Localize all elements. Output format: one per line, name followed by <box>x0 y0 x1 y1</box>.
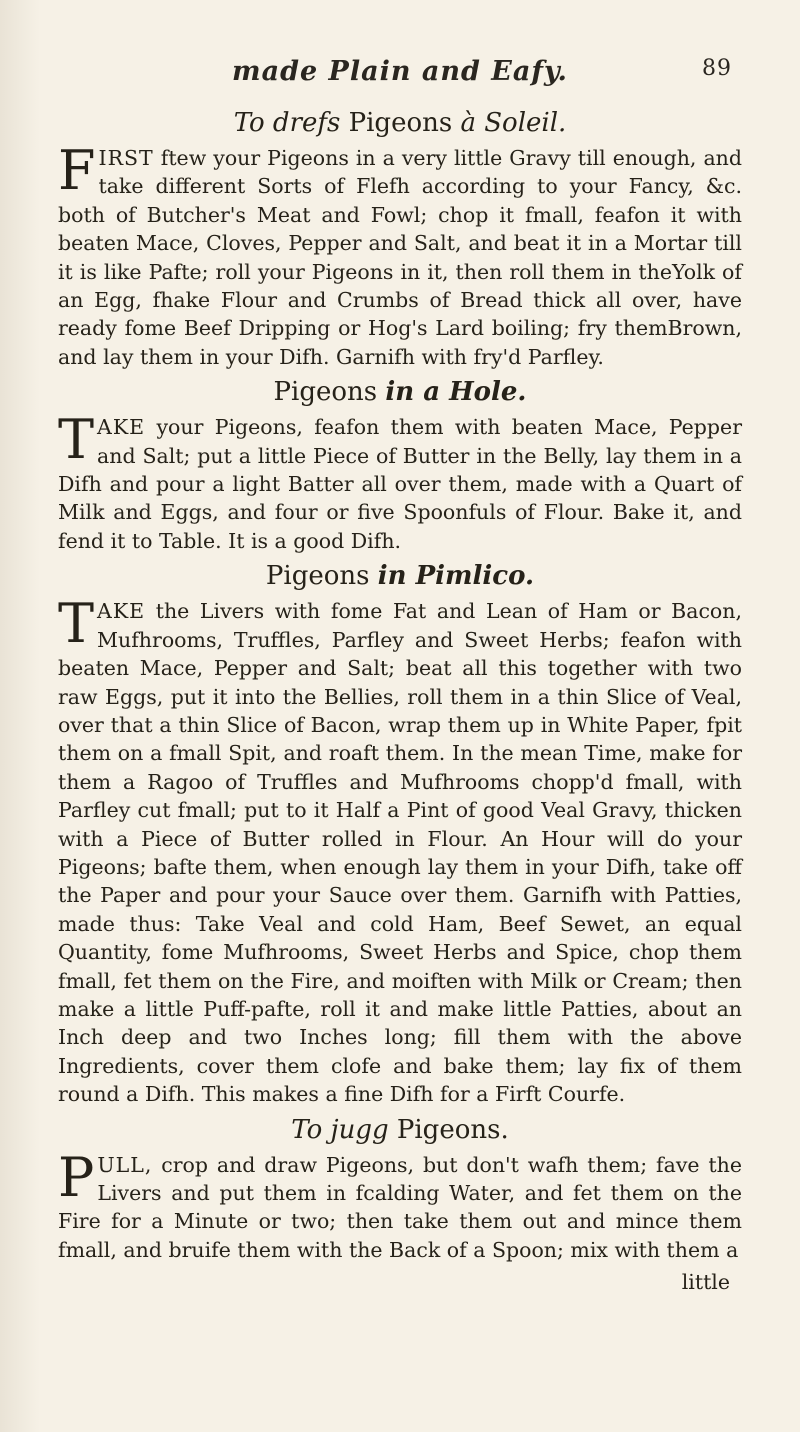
recipe-text: crop and draw Pigeons, but don't wafh them; fave the Livers and put them in fcalding Water, and fet them on the Fire for a Minute or two; then take them out and mince them fmall, and bruife them with the Back of a Spoon; mix with them a <box>58 1152 742 1262</box>
page-number: 89 <box>702 56 732 81</box>
running-head-title: made Plain and Eafy. <box>232 56 568 87</box>
recipe-body <box>58 1145 742 1265</box>
recipe-text: your Pigeons, feafon them with beaten Mace, Pepper and Salt; put a little Piece of Butter in the Belly, lay them in a Difh and pour a light Batter all over them, made with a Quart of Milk and Eggs, and four or five Spoonfuls of Flour. Bake it, and fend it to Table. It is a good Difh. <box>58 415 742 553</box>
recipe-pigeons-in-a-hole <box>58 375 742 555</box>
lead-word: AKE <box>97 415 146 440</box>
recipe-title <box>58 375 742 409</box>
recipe-title-main: Pigeons. <box>396 1114 509 1145</box>
recipe-title-tail: in a Hole. <box>385 377 527 408</box>
recipe-pigeons-a-soleil <box>58 106 742 371</box>
recipe-title-main: Pigeons <box>265 561 370 592</box>
lead-word: IRST <box>98 146 154 170</box>
recipe-text: ftew your Pigeons in a very little Gravy till enough, and take different Sorts of Flefh according to your Fancy, &c. both of Butcher's Meat and Fowl; chop it fmall, feafon it with beaten Mace, Cloves, Pepper and Salt, and beat it in a Mortar till it is like Pafte; roll your Pigeons in it, then roll them in theYolk of an Egg, fhake Flour and Crumbs of Bread thick all over, have ready fome Beef Dripping or Hog's Lard boiling; fry themBrown, and lay them in your Difh. Garnifh with fry'd Parfley. <box>58 146 742 369</box>
drop-cap: F <box>58 139 96 202</box>
recipe-title-lead: To drefs <box>233 108 341 138</box>
drop-cap: T <box>58 592 95 656</box>
lead-word: AKE <box>97 599 146 624</box>
recipe-pigeons-in-pimlico <box>58 559 742 1108</box>
recipe-title <box>58 559 742 593</box>
recipe-body <box>58 408 742 555</box>
recipe-title-tail: in Pimlico. <box>377 561 535 592</box>
recipe-title <box>58 1113 742 1147</box>
catchword: little <box>681 1270 730 1295</box>
recipe-to-jugg-pigeons <box>58 1113 742 1265</box>
recipe-title-lead: To jugg <box>291 1114 389 1145</box>
drop-cap: T <box>58 408 95 472</box>
recipe-title-tail: à Soleil. <box>460 108 567 138</box>
recipe-body <box>58 592 742 1108</box>
recipe-title-main: Pigeons <box>273 377 378 408</box>
recipe-text: the Livers with fome Fat and Lean of Ham or Bacon, Mufhrooms, Truffles, Parfley and Sweet Herbs; feafon with beaten Mace, Pepper and Salt; beat all this together with two raw Eggs, put it into the Bellies, roll them in a thin Slice of Veal, over that a thin Slice of Bacon, wrap them up in White Paper, fpit them on a fmall Spit, and roaft them. In the mean Time, make for them a Ragoo of Truffles and Mufhrooms chopp'd fmall, with Parfley cut fmall; put to it Half a Pint of good Veal Gravy, thicken with a Piece of Butter rolled in Flour. An Hour will do your Pigeons; bafte them, when enough lay them in your Difh, take off the Paper and pour your Sauce over them. Garnifh with Patties, made thus: Take Veal and cold Ham, Beef Sewet, an equal Quantity, fome Mufhrooms, Sweet Herbs and Spice, chop them fmall, fet them on the Fire, and moiften with Milk or Cream; then make a little Puff-pafte, roll it and make little Patties, about an Inch deep and two Inches long; fill them with the above Ingredients, cover them clofe and bake them; lay fix of them round a Difh. This makes a fine Difh for a Firft Courfe. <box>58 599 742 1107</box>
recipe-body <box>58 139 742 371</box>
recipe-title <box>58 106 742 140</box>
recipe-title-main: Pigeons <box>348 108 453 138</box>
drop-cap: P <box>58 1145 95 1209</box>
lead-word: ULL, <box>97 1152 153 1177</box>
running-head <box>58 56 742 102</box>
